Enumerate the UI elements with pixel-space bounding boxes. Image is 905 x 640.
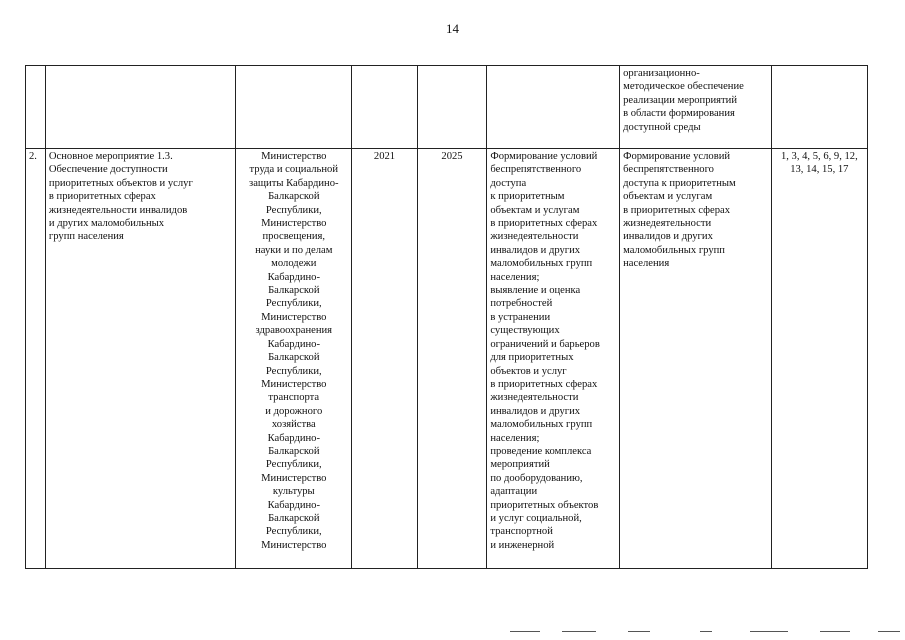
measures-table bbox=[25, 65, 868, 569]
text-line: объектов и услуг bbox=[490, 365, 567, 377]
table-row-measure-2 bbox=[26, 149, 868, 569]
text-line: для приоритетных bbox=[490, 352, 574, 364]
text-line: ограничений и барьеров bbox=[490, 338, 600, 350]
text-line: Министерство bbox=[261, 151, 327, 162]
text-line: маломобильных групп bbox=[623, 244, 725, 256]
text-line: науки и по делам bbox=[255, 244, 333, 256]
cell-name-empty bbox=[45, 66, 235, 149]
text-line: мероприятий bbox=[490, 459, 550, 471]
text-line: Кабардино- bbox=[267, 499, 320, 511]
text-line: жизнедеятельности инвалидов bbox=[48, 204, 188, 216]
cell-start-year: 2021 bbox=[352, 149, 417, 569]
text-line: по дооборудованию, bbox=[490, 472, 583, 484]
page-number: 14 bbox=[446, 21, 459, 36]
text-line: Республики, bbox=[265, 204, 322, 216]
text-line: Республики, bbox=[265, 298, 322, 310]
text-line: Министерство bbox=[261, 472, 327, 484]
text-line: культуры bbox=[272, 486, 315, 498]
text-line: Основное мероприятие 1.3. bbox=[48, 151, 173, 162]
text-line: объектам и услугам bbox=[490, 204, 580, 216]
text-line: населения bbox=[623, 258, 670, 270]
text-line: защиты Кабардино- bbox=[249, 177, 339, 189]
cell-row-number: 2. bbox=[26, 149, 46, 569]
cell-end-year: 2025 bbox=[417, 149, 487, 569]
cell-indicators bbox=[771, 149, 867, 569]
text-line: Балкарской bbox=[268, 512, 320, 524]
text-line: маломобильных групп bbox=[490, 419, 593, 431]
text-line: методическое обеспечение bbox=[623, 81, 744, 93]
text-line: Кабардино- bbox=[267, 271, 320, 283]
cell-directions-continued bbox=[620, 66, 772, 149]
cell-directions bbox=[620, 149, 772, 569]
text-line: населения; bbox=[490, 432, 540, 444]
text-line: жизнедеятельности bbox=[490, 231, 579, 243]
text-line: молодежи bbox=[271, 258, 317, 270]
text-line: Министерство bbox=[261, 218, 327, 230]
text-line: труда и социальной bbox=[249, 164, 339, 176]
text-line: реализации мероприятий bbox=[623, 94, 738, 106]
text-line: организационно- bbox=[623, 68, 700, 79]
text-line: Республики, bbox=[265, 526, 322, 538]
text-line: и инженерной bbox=[490, 539, 555, 551]
text-line: Балкарской bbox=[268, 285, 320, 297]
text-line: в приоритетных сферах bbox=[490, 218, 598, 230]
text-line: жизнедеятельности bbox=[623, 218, 712, 230]
footer-dash-marks bbox=[510, 631, 905, 634]
text-line: объектам и услугам bbox=[623, 191, 713, 203]
text-line: Кабардино- bbox=[267, 432, 320, 444]
text-line: приоритетных объектов bbox=[490, 499, 599, 511]
text-line: инвалидов и других bbox=[623, 231, 713, 243]
text-line: доступа к приоритетным bbox=[623, 177, 736, 189]
text-line: Балкарской bbox=[268, 352, 320, 364]
text-line: здравоохранения bbox=[255, 325, 333, 337]
text-line: в устранении bbox=[490, 311, 551, 323]
text-line: существующих bbox=[490, 325, 560, 337]
cell-measure-name bbox=[45, 149, 235, 569]
text-line: Балкарской bbox=[268, 191, 320, 203]
text-line: к приоритетным bbox=[490, 191, 565, 203]
text-line: хозяйства bbox=[271, 419, 316, 431]
text-line: беспрепятственного bbox=[623, 164, 714, 176]
text-line: доступа bbox=[490, 177, 527, 189]
cell-executor-empty bbox=[236, 66, 352, 149]
text-line: инвалидов и других bbox=[490, 244, 581, 256]
table-row-continued bbox=[26, 66, 868, 149]
text-line: транспорта bbox=[268, 392, 320, 404]
text-line: потребностей bbox=[490, 298, 553, 310]
cell-start-empty bbox=[352, 66, 417, 149]
text-line: населения; bbox=[490, 271, 540, 283]
text-line: доступной среды bbox=[623, 121, 701, 133]
text-line: выявление и оценка bbox=[490, 285, 581, 297]
cell-indicators-empty bbox=[771, 66, 867, 149]
cell-end-empty bbox=[417, 66, 487, 149]
text-line: групп населения bbox=[48, 231, 124, 243]
text-line: просвещения, bbox=[262, 231, 326, 243]
text-line: и дорожного bbox=[265, 405, 323, 417]
text-line: 13, 14, 15, 17 bbox=[790, 164, 849, 176]
text-line: Обеспечение доступности bbox=[48, 164, 168, 176]
text-line: в области формирования bbox=[623, 108, 735, 120]
text-line: приоритетных объектов и услуг bbox=[48, 177, 193, 189]
text-line: Республики, bbox=[265, 459, 322, 471]
text-line: транспортной bbox=[490, 526, 553, 538]
text-line: Республики, bbox=[265, 365, 322, 377]
text-line: 1, 3, 4, 5, 6, 9, 12, bbox=[780, 151, 858, 162]
text-line: Министерство bbox=[261, 539, 327, 551]
text-line: и других маломобильных bbox=[48, 218, 165, 230]
text-line: адаптации bbox=[490, 486, 538, 498]
text-line: жизнедеятельности bbox=[490, 392, 579, 404]
cell-result-empty bbox=[487, 66, 620, 149]
text-line: инвалидов и других bbox=[490, 405, 581, 417]
text-line: в приоритетных сферах bbox=[490, 378, 598, 390]
text-line: в приоритетных сферах bbox=[623, 204, 731, 216]
text-line: Министерство bbox=[261, 378, 327, 390]
text-line: Кабардино- bbox=[267, 338, 320, 350]
text-line: маломобильных групп bbox=[490, 258, 593, 270]
text-line: в приоритетных сферах bbox=[48, 191, 156, 203]
cell-num-empty bbox=[26, 66, 46, 149]
text-line: беспрепятственного bbox=[490, 164, 582, 176]
text-line: Формирование условий bbox=[623, 151, 731, 162]
text-line: Министерство bbox=[261, 311, 327, 323]
cell-expected-result bbox=[487, 149, 620, 569]
cell-executor bbox=[236, 149, 352, 569]
text-line: и услуг социальной, bbox=[490, 512, 582, 524]
text-line: Балкарской bbox=[268, 445, 320, 457]
text-line: проведение комплекса bbox=[490, 445, 592, 457]
text-line: Формирование условий bbox=[490, 151, 598, 162]
